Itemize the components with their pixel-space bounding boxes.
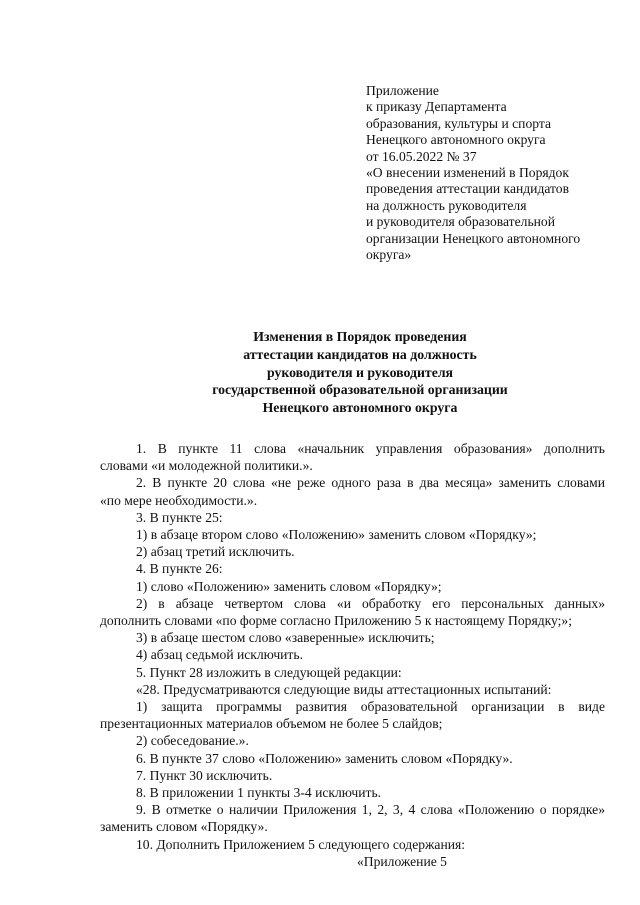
paragraph-item-2-line-2: «по мере необходимости.». [100,492,258,508]
paragraph-item-4-3: 3) в абзаце шестом слово «заверенные» исключить; [136,630,435,646]
paragraph-item-4-1: 1) слово «Положению» заменить словом «Порядку»; [136,578,442,594]
paragraph-item-4-2-line-1: 2) в абзаце четвертом слова «и обработку его персональных данных» [136,595,605,611]
title-line: Ненецкого автономного округа [262,400,458,416]
paragraph-item-3-2: 2) абзац третий исключить. [136,544,295,560]
document-title [100,328,620,417]
annex-line: на должность руководителя [366,197,527,213]
paragraph-item-2-line-1: 2. В пункте 20 слова «не реже одного раза в два месяца» заменить словами [136,475,605,491]
paragraph-item-10: 10. Дополнить Приложением 5 следующего содержания: [136,836,466,852]
annex-line: округа» [366,247,412,263]
annex-line: организации Ненецкого автономного [366,230,581,246]
paragraph-item-5-quote-2: 2) собеседование.». [136,733,249,749]
paragraph-item-5-quote-1-line-1: 1) защита программы развития образовательной организации в виде [136,699,605,715]
annex-line: образования, культуры и спорта [366,115,552,131]
annex-line: Ненецкого автономного округа [366,132,546,148]
paragraph-item-1-line-2: словами «и молодежной политики.». [100,458,313,474]
paragraph-item-6: 6. В пункте 37 слово «Положению» заменить словом «Порядку». [136,750,513,766]
annex-header [366,83,628,263]
title-line: аттестации кандидатов на должность [243,346,477,362]
paragraph-item-8: 8. В приложении 1 пункты 3-4 исключить. [136,785,382,801]
annex-line: от 16.05.2022 № 37 [366,148,477,164]
paragraph-item-5: 5. Пункт 28 изложить в следующей редакции: [136,664,402,680]
paragraph-item-4-4: 4) абзац седьмой исключить. [136,647,303,663]
paragraph-item-4-2-line-2: дополнить словами «по форме согласно Приложению 5 к настоящему Порядку;»; [100,613,573,629]
paragraph-item-4: 4. В пункте 26: [136,561,223,577]
annex-line: и руководителя образовательной [366,214,555,230]
document-body [100,440,605,870]
title-line: Изменения в Порядок проведения [253,329,467,344]
title-line: руководителя и руководителя [266,364,454,380]
annex-line: к приказу Департамента [366,99,507,115]
title-line: государственной образовательной организации [212,382,508,398]
paragraph-item-7: 7. Пункт 30 исключить. [136,767,273,783]
annex-line: проведения аттестации кандидатов [366,181,570,197]
paragraph-item-9-line-2: заменить словом «Порядку». [100,819,268,835]
paragraph-item-3: 3. В пункте 25: [136,509,223,525]
paragraph-item-5-quote: «28. Предусматриваются следующие виды аттестационных испытаний: [136,681,552,697]
annex-line: Приложение [366,83,439,98]
annex-line: «О внесении изменений в Порядок [366,165,569,181]
paragraph-item-3-1: 1) в абзаце втором слово «Положению» заменить словом «Порядку»; [136,527,537,543]
paragraph-item-9-line-1: 9. В отметке о наличии Приложения 1, 2, 3, 4 слова «Положению о порядке» [136,802,605,818]
paragraph-item-5-quote-1-line-2: презентационных материалов объемом не более 5 слайдов; [100,716,443,732]
paragraph-item-10-annex-title: «Приложение 5 [357,853,447,869]
paragraph-item-1-line-1: 1. В пункте 11 слова «начальник управления образования» дополнить [136,441,605,456]
